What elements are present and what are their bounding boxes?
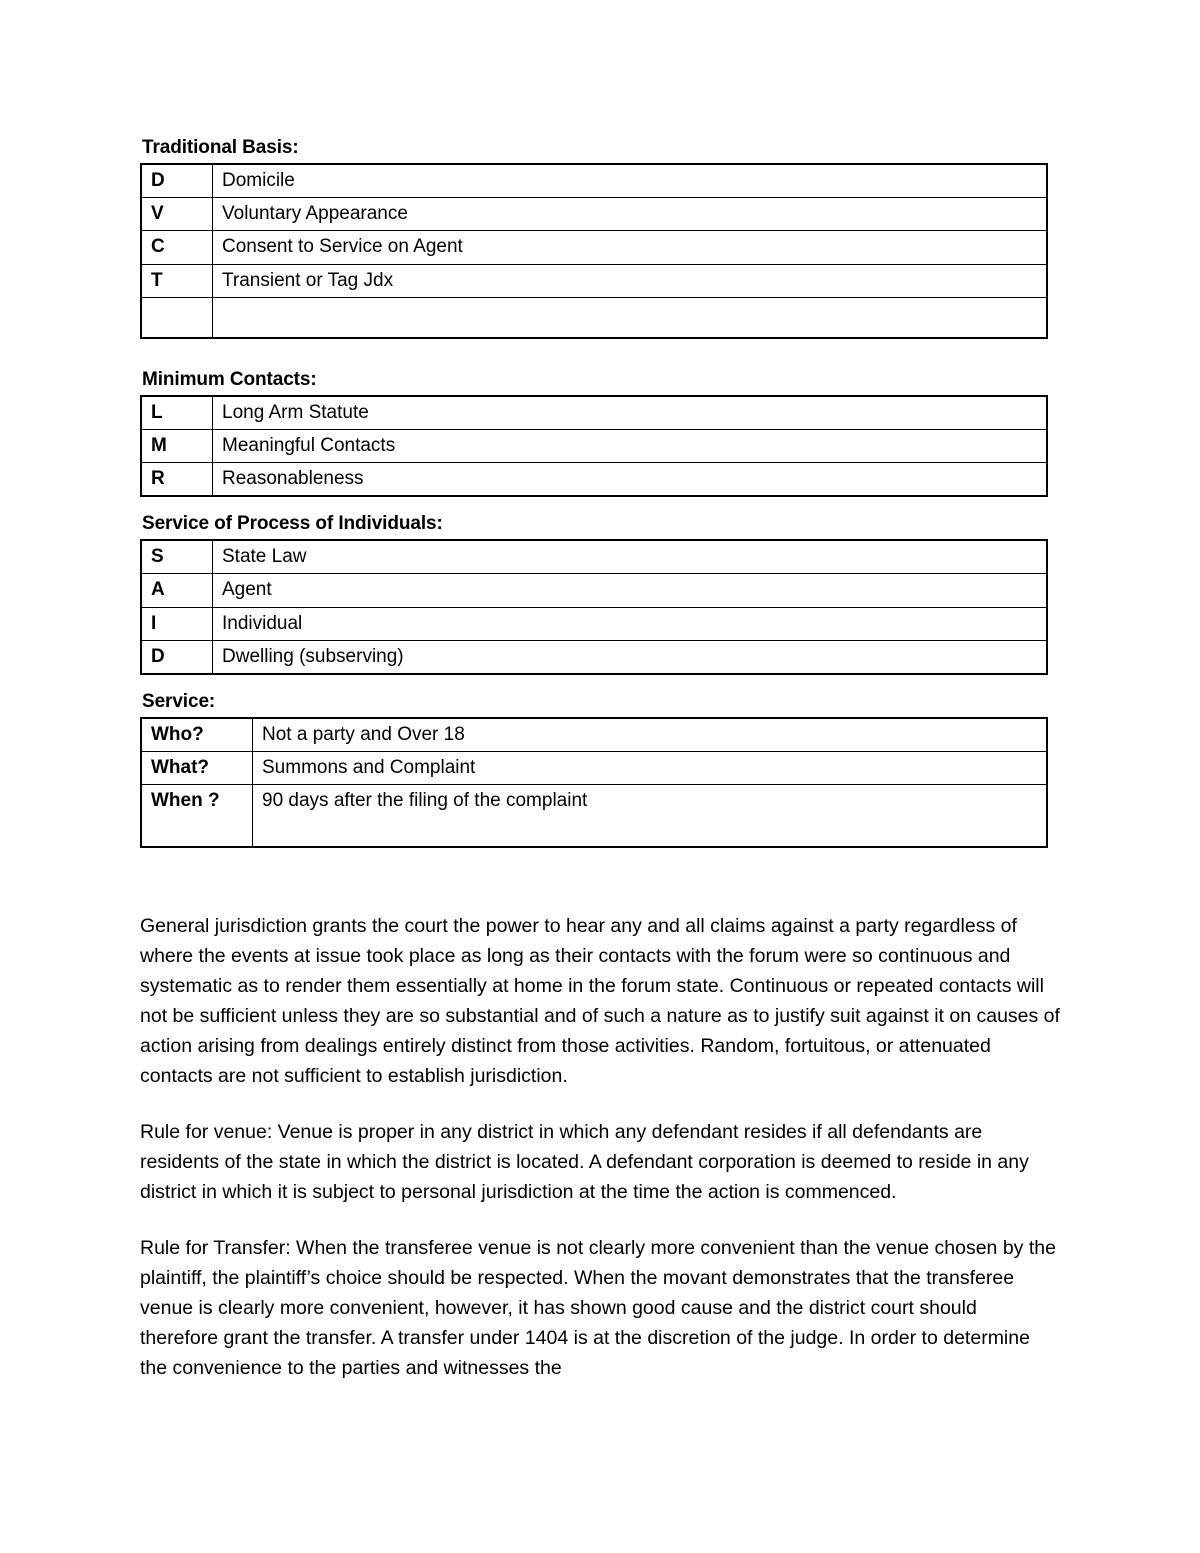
table-cell-value: Voluntary Appearance	[213, 198, 1048, 231]
table-cell-key: When ?	[141, 785, 253, 848]
table-cell-key: L	[141, 396, 213, 430]
section-service-of-process	[140, 514, 1050, 675]
table-row	[141, 752, 1047, 785]
paragraph-rule-for-venue: Rule for venue: Venue is proper in any district in which any defendant resides if all defendants are residents of the state in which the district is located. A defendant corporation is deemed to reside in any district in which it is subject to personal jurisdiction at the time the action is commenced.	[140, 1121, 1029, 1204]
table-row	[141, 396, 1047, 430]
table-cell-key: D	[141, 640, 213, 674]
section-heading-service-of-process: Service of Process of Individuals:	[142, 513, 443, 535]
table-service-of-process	[140, 539, 1048, 675]
table-row	[141, 540, 1047, 574]
table-cell-value: Transient or Tag Jdx	[213, 264, 1048, 297]
table-row	[141, 463, 1047, 497]
table-cell-value: Long Arm Statute	[213, 396, 1048, 430]
table-cell-key: M	[141, 429, 213, 462]
table-row	[141, 264, 1047, 297]
table-row	[141, 198, 1047, 231]
table-cell-value: 90 days after the filing of the complaint	[253, 785, 1048, 848]
table-cell-key: Who?	[141, 718, 253, 752]
table-cell-key: S	[141, 540, 213, 574]
table-cell-value	[213, 297, 1048, 338]
section-service	[140, 692, 1050, 848]
table-service	[140, 717, 1048, 848]
table-traditional-basis	[140, 163, 1048, 339]
table-row	[141, 429, 1047, 462]
spacer	[140, 339, 1050, 370]
table-cell-key: V	[141, 198, 213, 231]
section-minimum-contacts	[140, 370, 1050, 498]
section-traditional-basis	[140, 138, 1050, 339]
paragraph-general-jurisdiction: General jurisdiction grants the court the power to hear any and all claims against a party regardless of where the events at issue took place as long as their contacts with the forum were so continuous and systematic as to render them essentially at home in the forum state. Continuous or repeated contacts will not be sufficient unless they are so substantial and of such a nature as to justify suit against it on causes of action arising from dealings entirely distinct from those activities. Random, fortuitous, or attenuated contacts are not sufficient to establish jurisdiction.	[140, 915, 1060, 1088]
section-heading-service: Service:	[142, 690, 216, 712]
table-minimum-contacts	[140, 395, 1048, 498]
table-row	[141, 640, 1047, 674]
table-row	[141, 607, 1047, 640]
section-heading-traditional-basis: Traditional Basis:	[142, 137, 299, 158]
spacer	[140, 675, 1050, 692]
table-row	[141, 231, 1047, 264]
table-cell-key	[141, 297, 213, 338]
table-cell-value: Reasonableness	[213, 463, 1048, 497]
section-heading-minimum-contacts: Minimum Contacts:	[142, 368, 317, 390]
table-cell-key: D	[141, 164, 213, 198]
table-cell-key: What?	[141, 752, 253, 785]
table-cell-value: Consent to Service on Agent	[213, 231, 1048, 264]
paragraph-rule-for-transfer: Rule for Transfer: When the transferee venue is not clearly more convenient than the venue chosen by the plaintiff, the plaintiff’s choice should be respected. When the movant demonstrates that the transferee venue is clearly more convenient, however, it has shown good cause and the district court should therefore grant the transfer. A transfer under 1404 is at the discretion of the judge. In order to determine the convenience to the parties and witnesses the	[140, 1237, 1056, 1380]
table-cell-value: Agent	[213, 574, 1048, 607]
table-cell-key: A	[141, 574, 213, 607]
table-cell-value: Not a party and Over 18	[253, 718, 1048, 752]
table-cell-key: T	[141, 264, 213, 297]
table-row	[141, 574, 1047, 607]
table-cell-key: R	[141, 463, 213, 497]
table-row	[141, 164, 1047, 198]
table-row-empty	[141, 297, 1047, 338]
spacer	[140, 497, 1050, 514]
table-cell-value: Meaningful Contacts	[213, 429, 1048, 462]
table-cell-value: State Law	[213, 540, 1048, 574]
table-cell-value: Individual	[213, 607, 1048, 640]
table-cell-key: I	[141, 607, 213, 640]
table-cell-value: Dwelling (subserving)	[213, 640, 1048, 674]
body-text-block	[140, 911, 1060, 1383]
table-cell-key: C	[141, 231, 213, 264]
table-row	[141, 718, 1047, 752]
table-cell-value: Domicile	[213, 164, 1048, 198]
table-cell-value: Summons and Complaint	[253, 752, 1048, 785]
table-row	[141, 785, 1047, 848]
